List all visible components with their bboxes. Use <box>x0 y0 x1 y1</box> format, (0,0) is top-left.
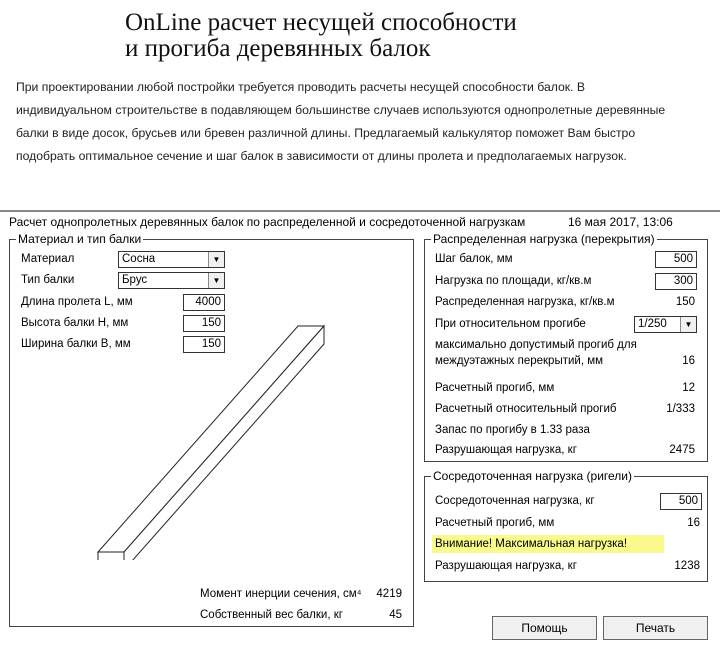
max-deflection-value: 16 <box>682 355 695 367</box>
distributed-load-label: Распределенная нагрузка, кг/кв.м <box>435 296 615 308</box>
material-select-value: Сосна <box>122 253 156 265</box>
calc-deflection-label: Расчетный прогиб, мм <box>435 382 555 394</box>
beam-type-label: Тип балки <box>21 274 75 286</box>
material-label: Материал <box>21 253 75 265</box>
calc-relative-deflection-value: 1/333 <box>666 403 695 415</box>
page-title-line2: и прогиба деревянных балок <box>125 35 431 62</box>
beam-step-label: Шаг балок, мм <box>435 253 513 265</box>
beam-type-select-value: Брус <box>122 274 148 286</box>
inertia-label: Момент инерции сечения, см⁴ <box>200 588 362 600</box>
distributed-load-legend: Распределенная нагрузка (перекрытия) <box>433 232 655 246</box>
intro-line: балки в виде досок, брусьев или бревен различной длины. Предлагаемый калькулятор поможет Вам быстро <box>16 126 636 140</box>
chevron-down-icon[interactable]: ▼ <box>680 317 696 332</box>
span-length-input[interactable]: 4000 <box>183 294 225 311</box>
app-date: 16 мая 2017, 13:06 <box>568 215 673 229</box>
distributed-load-group <box>424 232 708 462</box>
beam-type-select[interactable] <box>118 272 225 289</box>
concentrated-load-group <box>424 469 708 582</box>
chevron-down-icon[interactable]: ▼ <box>208 252 224 267</box>
concentrated-load-label: Сосредоточенная нагрузка, кг <box>435 495 595 507</box>
area-load-input[interactable]: 300 <box>655 273 697 290</box>
span-length-label: Длина пролета L, мм <box>21 296 133 308</box>
page-title-line1: OnLine расчет несущей способности <box>125 9 517 36</box>
print-button[interactable]: Печать <box>603 616 708 640</box>
chevron-down-icon[interactable]: ▼ <box>208 273 224 288</box>
beam-end-face <box>98 552 124 560</box>
concentrated-deflection-label: Расчетный прогиб, мм <box>435 517 555 529</box>
area-load-label: Нагрузка по площади, кг/кв.м <box>435 275 592 287</box>
material-group <box>9 232 414 627</box>
concentrated-breaking-value: 1238 <box>674 560 700 572</box>
concentrated-deflection-value: 16 <box>687 517 700 529</box>
beam-height-input[interactable]: 150 <box>183 315 225 332</box>
material-group-legend: Материал и тип балки <box>18 232 142 246</box>
intro-line: При проектировании любой постройки требуется проводить расчеты несущей способности балок. В <box>16 80 585 94</box>
breaking-load-label: Разрушающая нагрузка, кг <box>435 444 577 456</box>
concentrated-load-input[interactable]: 500 <box>660 493 702 510</box>
inertia-value: 4219 <box>376 588 402 600</box>
calc-deflection-value: 12 <box>682 382 695 394</box>
relative-deflection-value: 1/250 <box>638 318 667 330</box>
beam-top-face <box>98 326 324 552</box>
beam-step-input[interactable]: 500 <box>655 251 697 268</box>
page-title <box>125 10 517 62</box>
distributed-load-value: 150 <box>675 296 695 308</box>
max-deflection-label-line2: междуэтажных перекрытий, мм <box>435 355 604 367</box>
intro-line: индивидуальном строительстве в подавляющем большинстве случаев используются однопролетные деревянные <box>16 103 666 117</box>
app-header: Расчет однопролетных деревянных балок по распределенной и сосредоточенной нагрузкам <box>9 215 526 229</box>
concentrated-load-legend: Сосредоточенная нагрузка (ригели) <box>433 469 632 483</box>
breaking-load-value: 2475 <box>669 444 695 456</box>
relative-deflection-select[interactable] <box>634 316 697 333</box>
max-deflection-label-line1: максимально допустимый прогиб для <box>435 339 637 351</box>
help-button[interactable]: Помощь <box>492 616 597 640</box>
beam-height-label: Высота балки H, мм <box>21 317 129 329</box>
intro-line: подобрать оптимальное сечение и шаг балок в зависимости от длины пролета и предполагаемых нагрузок. <box>16 149 627 163</box>
beam-width-label: Ширина балки B, мм <box>21 338 131 350</box>
calculator-app <box>0 210 720 655</box>
own-weight-value: 45 <box>389 609 402 621</box>
own-weight-label: Собственный вес балки, кг <box>200 609 343 621</box>
relative-deflection-label: При относительном прогибе <box>435 318 586 330</box>
calc-relative-deflection-label: Расчетный относительный прогиб <box>435 403 617 415</box>
beam-width-input[interactable]: 150 <box>183 336 225 353</box>
deflection-reserve-label: Запас по прогибу в 1.33 раза <box>435 424 590 436</box>
concentrated-breaking-label: Разрушающая нагрузка, кг <box>435 560 577 572</box>
beam-illustration <box>90 320 340 560</box>
max-load-warning: Внимание! Максимальная нагрузка! <box>432 535 664 553</box>
material-select[interactable] <box>118 251 225 268</box>
intro-paragraph <box>16 76 700 168</box>
beam-side-face <box>124 326 324 560</box>
